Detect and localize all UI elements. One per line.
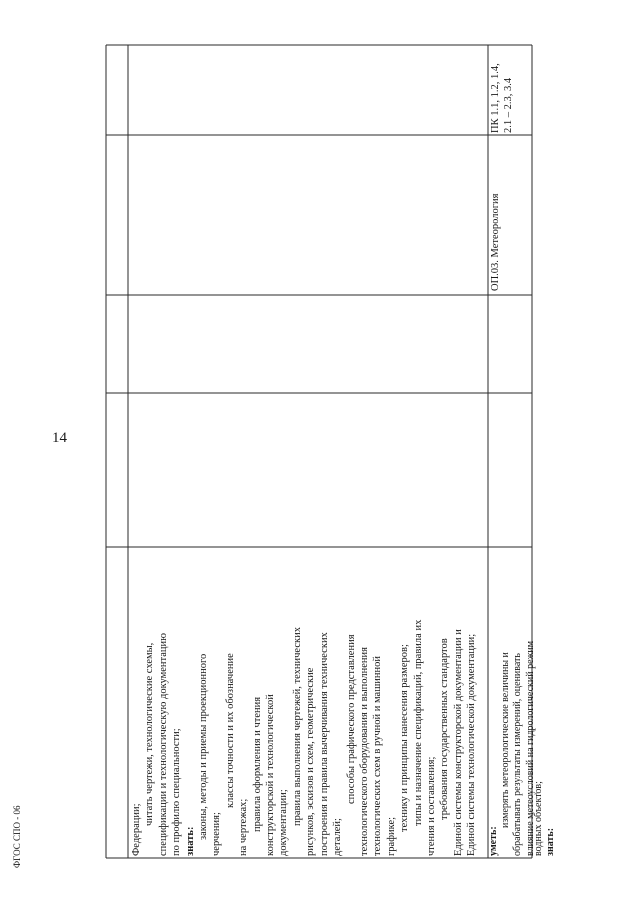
text-line: построения и правила вычерчивания технических [318,632,330,856]
discipline-cell [128,135,488,295]
text-line: технологических схем в ручной и машинной [372,655,384,856]
discipline-name: ОП.03. Метеорология [490,193,501,291]
page-number: 14 [52,430,67,446]
text-line: типы и назначение спецификаций, правила их [412,619,424,826]
text-line: графике; [385,816,397,856]
text-line: способы графического представления [345,634,357,804]
text-line: по профилю специальности; [171,728,183,856]
text-line: чтения и составления; [425,756,437,856]
competencies-cell [488,45,532,135]
knowledge-cell [488,547,536,858]
knowledge-cell-continuation [533,547,559,858]
text-line: технологического оборудования и выполнения [358,647,370,856]
text-line: измерять метеорологические величины и [500,652,512,828]
text-line: правила оформления и чтения [251,696,263,832]
competency-codes: ПК 1.1, 1.2, 1.4, [490,63,501,133]
text-line: деталей; [332,818,344,856]
knowledge-cell [128,547,488,858]
text-line: Федерации; [131,803,142,856]
text-line: законы, методы и приемы проекционного [198,653,210,840]
text-line: Единой системы конструкторской документации и [452,629,464,856]
text-line: на чертежах; [238,798,250,856]
text-line: влияние метеоусловий на гидрологический режим [524,640,536,856]
section-heading: знать: [184,826,196,856]
footer-label: ФГОС СПО - 06 [12,805,22,868]
text-line: водных объектов; [533,781,544,856]
competency-codes: 2.1 – 2.3, 3.4 [502,77,514,133]
text-line: черчения; [211,812,223,856]
text-line: конструкторской и технологической [265,694,277,856]
text-line: обрабатывать результаты измерений, оценивать [512,653,524,856]
text-line: спецификации и технологическую документацию [157,632,169,856]
text-line: технику и принципы нанесения размеров; [399,644,411,832]
text-line: рисунков, эскизов и схем, геометрические [305,667,317,856]
text-line: читать чертежи, технологические схемы, [144,642,156,826]
text-line: классы точности и их обозначение [224,653,236,808]
text-line: документации; [278,789,290,856]
text-line: требования государственных стандартов [439,638,451,820]
discipline-cell [488,135,532,295]
text-line: Единой системы технологической документации; [466,633,478,856]
section-heading: знать: [545,827,557,856]
section-heading: уметь: [488,826,499,856]
text-line: правила выполнения чертежей, технических [291,627,303,826]
